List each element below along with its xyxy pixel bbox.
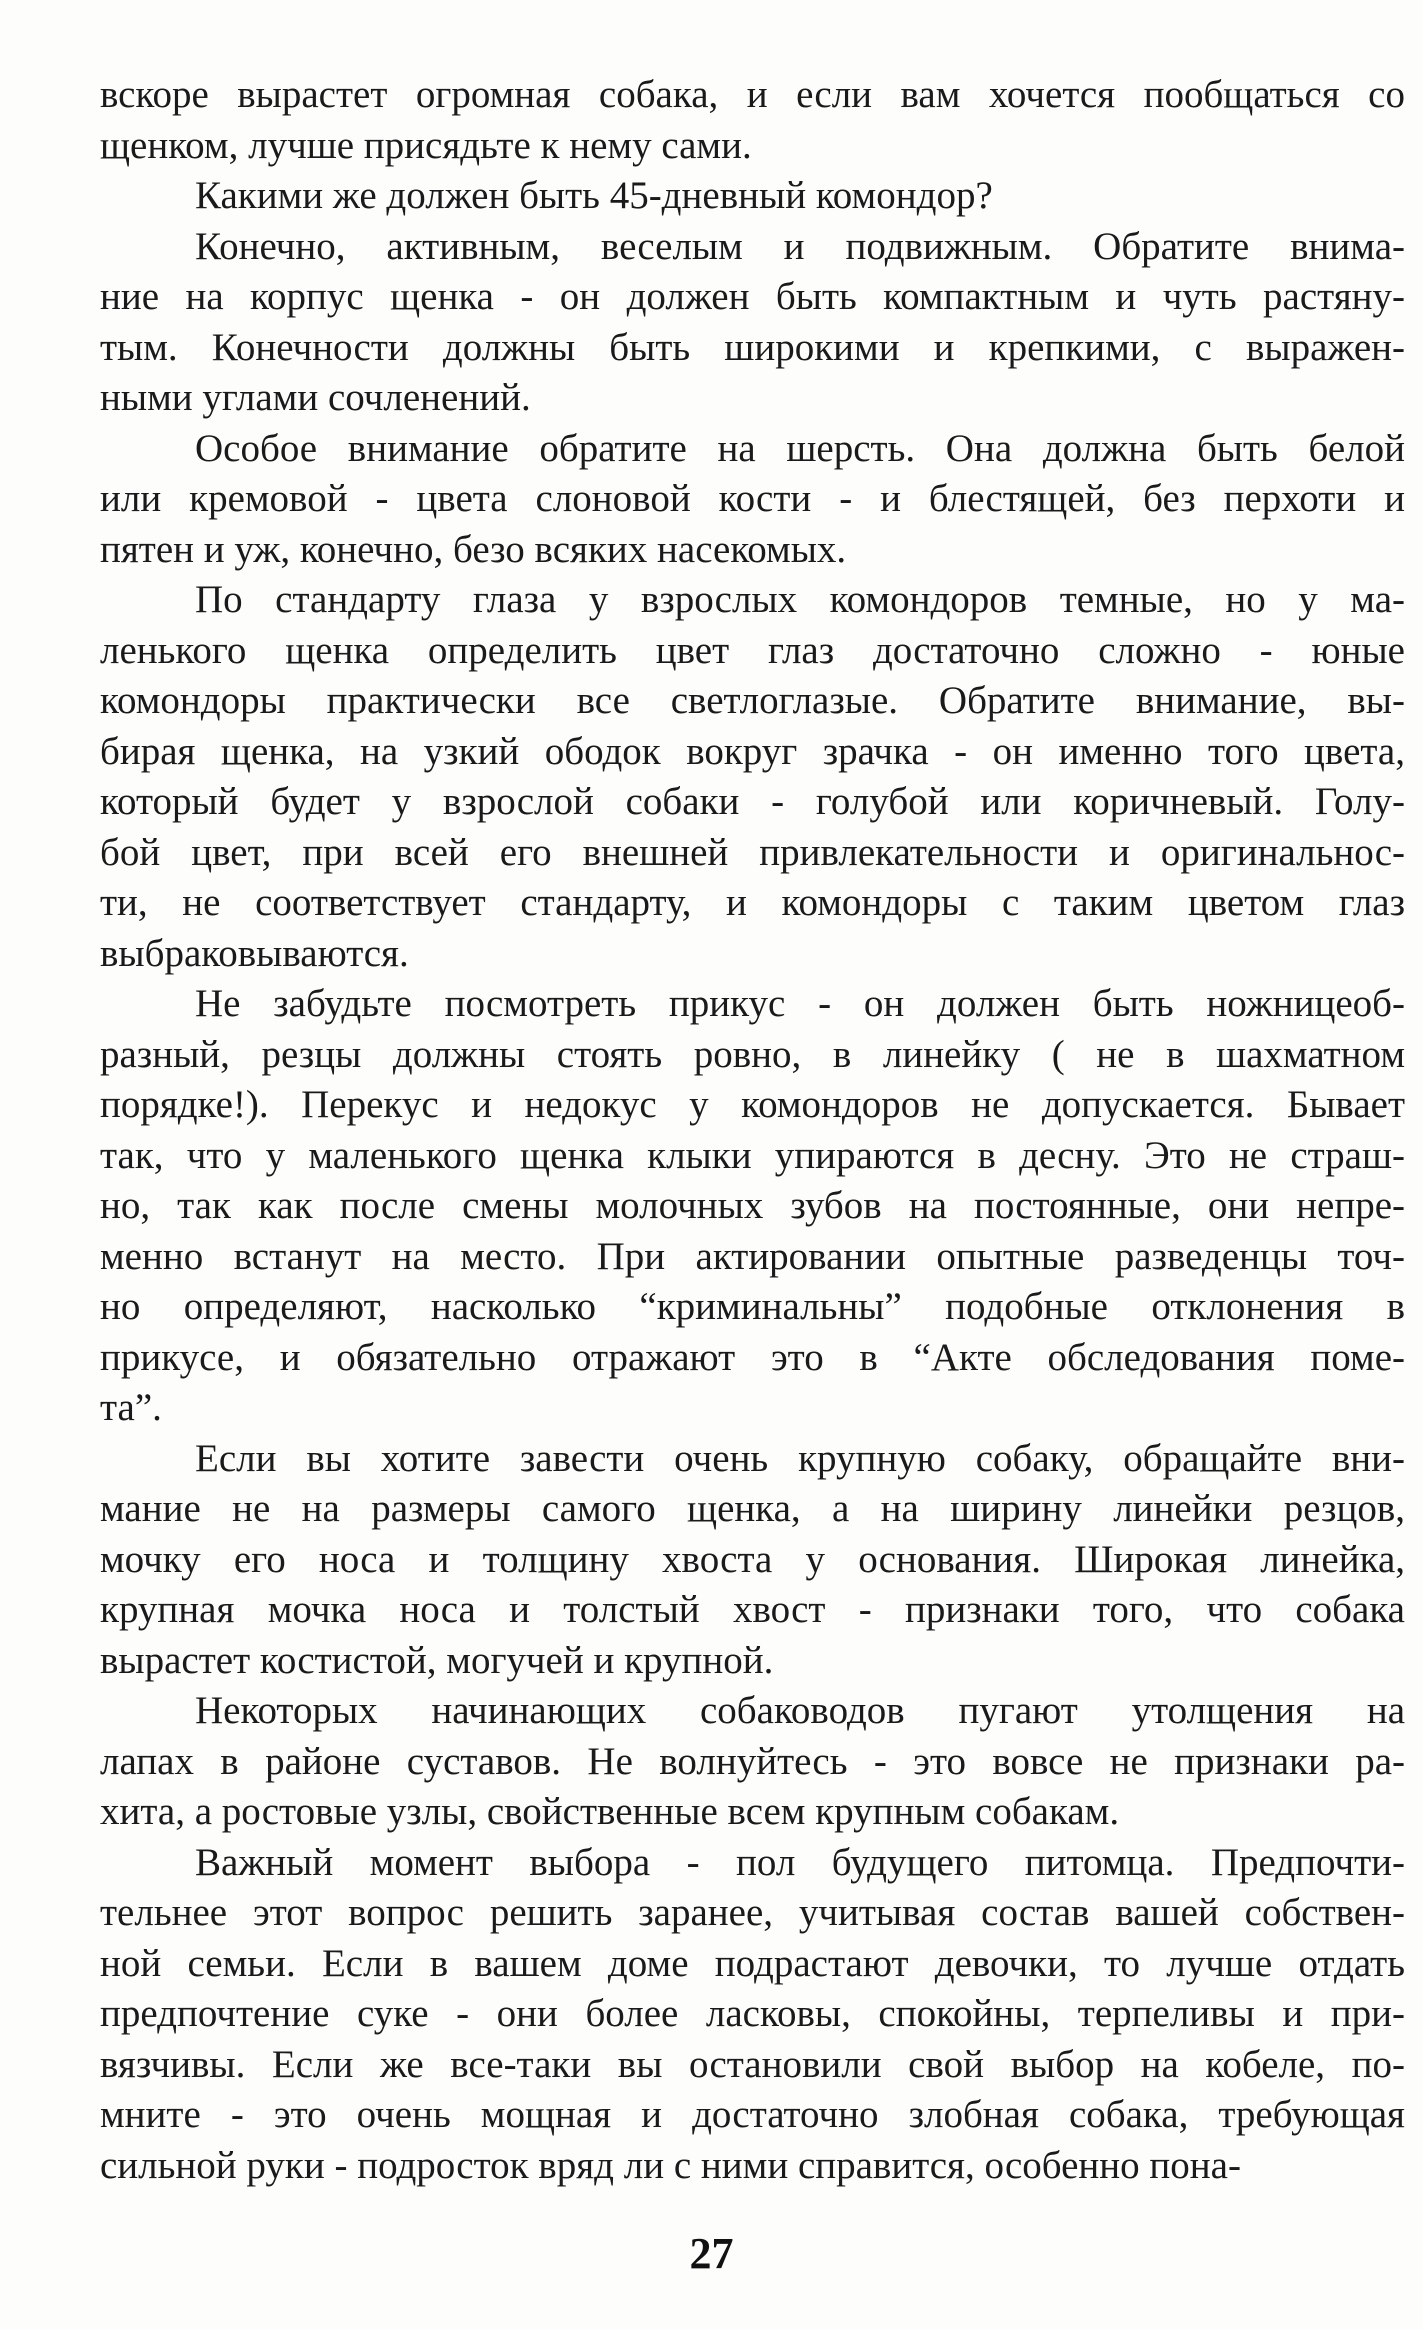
text-line: Конечно, активным, веселым и подвижным. Обратите внима- — [195, 224, 1405, 268]
text-line: мните - это очень мощная и достаточно злобная собака, требующая — [100, 2093, 1405, 2136]
text-line: но, так как после смены молочных зубов на постоянные, они непре- — [100, 1184, 1405, 1227]
text-line: лапах в районе суставов. Не волнуйтесь - это вовсе не признаки ра- — [100, 1739, 1405, 1783]
text-line: порядке!). Перекус и недокус у комондоров не допускается. Бывает — [100, 1083, 1405, 1126]
text-line: бирая щенка, на узкий ободок вокруг зрачка - он именно того цвета, — [100, 729, 1405, 773]
text-line: тым. Конечности должны быть широкими и крепкими, с выражен- — [100, 325, 1405, 369]
text-line: ти, не соответствует стандарту, и комондоры с таким цветом глаз — [100, 881, 1405, 924]
text-line: предпочтение суке - они более ласковы, спокойны, терпеливы и при- — [100, 1992, 1405, 2035]
text-line: комондоры практически все светлоглазые. Обратите внимание, вы- — [100, 679, 1405, 722]
text-line: вязчивы. Если же все-таки вы остановили свой выбор на кобеле, по- — [100, 2042, 1405, 2086]
paragraph — [100, 979, 1405, 1434]
text-line: бой цвет, при всей его внешней привлекательности и оригинальнос- — [100, 830, 1405, 874]
paragraph — [100, 1838, 1405, 2192]
text-line: сильной руки - подросток вряд ли с ними справится, особенно пона- — [100, 2143, 1241, 2187]
text-line: вырастет костистой, могучей и крупной. — [100, 1638, 774, 1682]
text-line: Какими же должен быть 45-дневный комондор? — [195, 174, 993, 217]
paragraph — [100, 1686, 1405, 1838]
text-line: ние на корпус щенка - он должен быть компактным и чуть растяну- — [100, 275, 1405, 318]
text-line: вскоре вырастет огромная собака, и если вам хочется пообщаться со — [100, 73, 1405, 116]
text-line: Некоторых начинающих собаководов пугают утолщения на — [195, 1689, 1405, 1732]
text-line: Особое внимание обратите на шерсть. Она должна быть белой — [195, 426, 1405, 470]
text-line: так, что у маленького щенка клыки упираются в десну. Это не страш- — [100, 1133, 1405, 1177]
text-line: выбраковываются. — [100, 931, 409, 975]
text-line: ной семьи. Если в вашем доме подрастают девочки, то лучше отдать — [100, 1941, 1405, 1985]
text-line: мочку его носа и толщину хвоста у основания. Широкая линейка, — [100, 1537, 1405, 1581]
text-line: который будет у взрослой собаки - голубой или коричневый. Голу- — [100, 780, 1405, 823]
paragraph — [100, 1434, 1405, 1687]
text-line: менно встанут на место. При актировании опытные разведенцы точ- — [100, 1234, 1405, 1278]
text-line: та”. — [100, 1386, 162, 1429]
paragraph — [100, 171, 1405, 222]
text-line: щенком, лучше присядьте к нему сами. — [100, 123, 752, 167]
text-line: мание не на размеры самого щенка, а на ширину линейки резцов, — [100, 1487, 1405, 1530]
text-line: Важный момент выбора - пол будущего питомца. Предпочти- — [195, 1840, 1405, 1884]
text-line: Если вы хотите завести очень крупную собаку, обращайте вни- — [195, 1436, 1405, 1480]
text-line: ными углами сочленений. — [100, 376, 531, 419]
text-line: хита, а ростовые узлы, свойственные всем крупным собакам. — [100, 1790, 1120, 1833]
text-line: По стандарту глаза у взрослых комондоров темные, но у ма- — [195, 578, 1405, 621]
text-line: пятен и уж, конечно, безо всяких насекомых. — [100, 527, 847, 571]
text-line: крупная мочка носа и толстый хвост - признаки того, что собака — [100, 1588, 1405, 1631]
text-line: ленького щенка определить цвет глаз достаточно сложно - юные — [100, 628, 1405, 672]
paragraph — [100, 424, 1405, 576]
text-line: или кремовой - цвета слоновой кости - и блестящей, без перхоти и — [100, 477, 1405, 520]
text-line: тельнее этот вопрос решить заранее, учитывая состав вашей собствен- — [100, 1891, 1405, 1934]
paragraph — [100, 575, 1405, 979]
paragraph — [100, 222, 1405, 424]
text-line: разный, резцы должны стоять ровно, в линейку ( не в шахматном — [100, 1032, 1405, 1076]
paragraph — [100, 70, 1405, 171]
page-number: 27 — [689, 2229, 734, 2278]
page-body-text — [100, 70, 1405, 2191]
text-line: но определяют, насколько “криминальны” подобные отклонения в — [100, 1285, 1405, 1328]
text-line: прикусе, и обязательно отражают это в “Акте обследования поме- — [100, 1335, 1405, 1379]
text-line: Не забудьте посмотреть прикус - он должен быть ножницеоб- — [195, 982, 1405, 1025]
